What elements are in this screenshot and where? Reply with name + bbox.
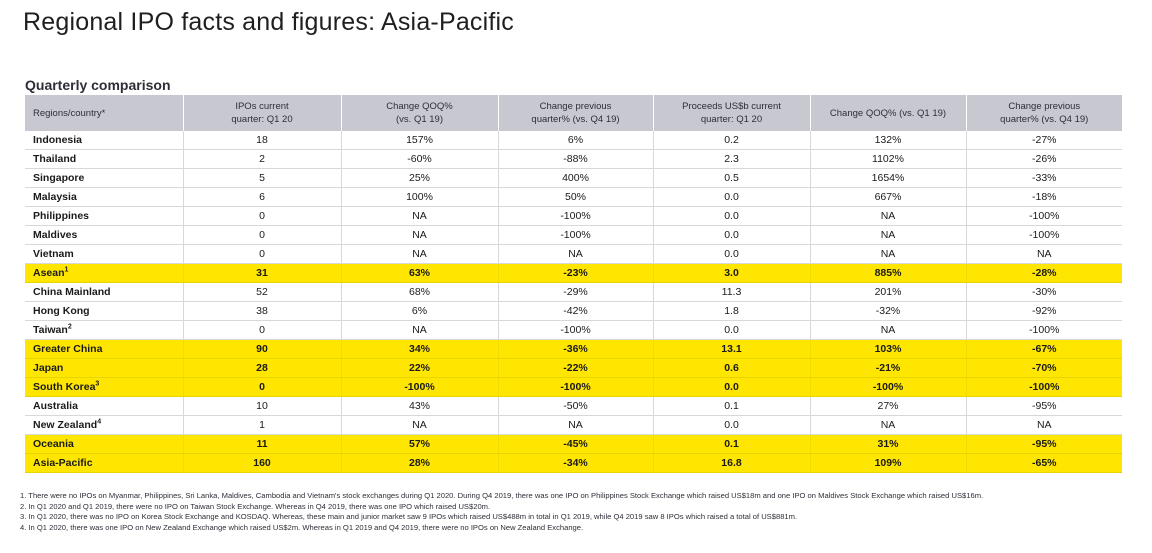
proceeds-cell: 3.0	[653, 264, 810, 283]
region-cell	[25, 188, 183, 207]
proceeds-cell: 1.8	[653, 302, 810, 321]
region-cell	[25, 302, 183, 321]
proceeds-cell: 13.1	[653, 340, 810, 359]
region-cell	[25, 340, 183, 359]
proceeds-change-prev-cell: -33%	[966, 169, 1122, 188]
ipos-cell: 2	[183, 150, 341, 169]
ipos-cell: 0	[183, 207, 341, 226]
ipos-cell: 11	[183, 435, 341, 454]
change-prev-cell: -42%	[498, 302, 653, 321]
table-row	[25, 378, 1122, 397]
region-label: Thailand	[33, 153, 77, 165]
region-label: Japan	[33, 362, 64, 374]
ipos-cell: 1	[183, 416, 341, 435]
region-label: Singapore	[33, 172, 85, 184]
table-row	[25, 150, 1122, 169]
proceeds-change-qoq-cell: 103%	[810, 340, 966, 359]
proceeds-change-prev-cell: -92%	[966, 302, 1122, 321]
change-qoq-cell: 157%	[341, 131, 498, 150]
footnote-marker: 2	[67, 323, 72, 331]
header-ipos-line1: IPOs current	[235, 101, 289, 112]
change-qoq-cell: 63%	[341, 264, 498, 283]
change-prev-cell: -100%	[498, 321, 653, 340]
proceeds-cell: 16.8	[653, 454, 810, 473]
region-label: Hong Kong	[33, 305, 90, 317]
table-row	[25, 302, 1122, 321]
table-body	[25, 131, 1122, 473]
proceeds-change-qoq-cell: -100%	[810, 378, 966, 397]
change-prev-cell: 50%	[498, 188, 653, 207]
change-prev-cell: -100%	[498, 207, 653, 226]
change-prev-cell: -34%	[498, 454, 653, 473]
proceeds-cell: 0.1	[653, 397, 810, 416]
change-qoq-cell: 68%	[341, 283, 498, 302]
change-qoq-cell: 43%	[341, 397, 498, 416]
region-cell	[25, 264, 183, 283]
proceeds-cell: 0.0	[653, 245, 810, 264]
table-row	[25, 226, 1122, 245]
proceeds-change-prev-cell: -30%	[966, 283, 1122, 302]
footnote-3: 3. In Q1 2020, there was no IPO on Korea Stock Exchange and KOSDAQ. Whereas, these main and junior market saw 9 IPOs which raised US$488m in total in Q1 2019, while Q4 2019 saw 8 IPOs which raised a total of US$881m.	[20, 512, 798, 521]
proceeds-change-prev-cell: -70%	[966, 359, 1122, 378]
proceeds-change-qoq-cell: 31%	[810, 435, 966, 454]
proceeds-change-prev-cell: -26%	[966, 150, 1122, 169]
region-cell	[25, 131, 183, 150]
change-qoq-cell: NA	[341, 207, 498, 226]
ipos-cell: 38	[183, 302, 341, 321]
footnote-marker: 1	[64, 266, 69, 274]
table-row	[25, 169, 1122, 188]
change-qoq-cell: NA	[341, 416, 498, 435]
header-change-prev-line2: quarter% (vs. Q4 19)	[531, 114, 620, 125]
change-prev-cell: NA	[498, 416, 653, 435]
change-prev-cell: -100%	[498, 378, 653, 397]
proceeds-change-prev-cell: -65%	[966, 454, 1122, 473]
header-proceeds-change-qoq-line1: Change QOQ% (vs. Q1 19)	[829, 107, 947, 119]
proceeds-change-prev-cell: NA	[966, 416, 1122, 435]
region-label: Malaysia	[33, 191, 77, 203]
ipos-cell: 31	[183, 264, 341, 283]
proceeds-change-prev-cell: -18%	[966, 188, 1122, 207]
change-qoq-cell: 25%	[341, 169, 498, 188]
proceeds-cell: 0.0	[653, 226, 810, 245]
table-row	[25, 321, 1122, 340]
header-change-qoq-line1: Change QOQ%	[386, 101, 453, 112]
region-label: Taiwan	[33, 324, 68, 336]
region-label: China Mainland	[33, 286, 111, 298]
region-label: New Zealand	[33, 419, 98, 431]
proceeds-cell: 11.3	[653, 283, 810, 302]
ipos-cell: 0	[183, 226, 341, 245]
header-proceeds-line2: quarter: Q1 20	[700, 114, 763, 125]
proceeds-change-prev-cell: -100%	[966, 378, 1122, 397]
header-ipos	[183, 95, 341, 131]
change-prev-cell: -22%	[498, 359, 653, 378]
region-cell	[25, 226, 183, 245]
footnote-4: 4. In Q1 2020, there was one IPO on New Zealand Exchange which raised US$2m. Whereas in Q1 2019 and Q4 2019, there were no IPOs on New Zealand Exchange.	[20, 522, 584, 532]
change-prev-cell: -88%	[498, 150, 653, 169]
change-prev-cell: -100%	[498, 226, 653, 245]
region-label: Oceania	[33, 438, 74, 450]
footnote-1: 1. There were no IPOs on Myanmar, Philippines, Sri Lanka, Maldives, Cambodia and Vietnam's stock exchanges during Q1 2020. During Q4 2019, there was one IPO on Philippines Stock Exchange which raised US$18m and one IPO on Maldives Stock Exchange which raised US$16m.	[20, 491, 984, 500]
change-prev-cell: -23%	[498, 264, 653, 283]
proceeds-change-prev-cell: -100%	[966, 321, 1122, 340]
header-change-qoq	[341, 95, 498, 131]
table-row	[25, 207, 1122, 226]
change-qoq-cell: NA	[341, 245, 498, 264]
change-qoq-cell: NA	[341, 321, 498, 340]
proceeds-cell: 0.2	[653, 131, 810, 150]
change-qoq-cell: 28%	[341, 454, 498, 473]
proceeds-change-prev-cell: -100%	[966, 207, 1122, 226]
change-prev-cell: -45%	[498, 435, 653, 454]
header-change-prev-line1: Change previous	[539, 101, 612, 112]
table-row	[25, 416, 1122, 435]
table-row	[25, 245, 1122, 264]
footnote-marker: 3	[95, 380, 100, 388]
ipos-cell: 90	[183, 340, 341, 359]
header-region-line1: Regions/country*	[33, 107, 106, 119]
region-cell	[25, 378, 183, 397]
change-qoq-cell: -100%	[341, 378, 498, 397]
table-row	[25, 397, 1122, 416]
header-region	[25, 95, 183, 131]
table-row	[25, 131, 1122, 150]
region-cell	[25, 454, 183, 473]
change-qoq-cell: 22%	[341, 359, 498, 378]
ipos-cell: 0	[183, 321, 341, 340]
section-title: Quarterly comparison	[25, 77, 171, 93]
header-proceeds-change-prev-line2: quarter% (vs. Q4 19)	[1000, 114, 1089, 125]
proceeds-change-prev-cell: -95%	[966, 435, 1122, 454]
ipos-cell: 0	[183, 378, 341, 397]
region-label: Greater China	[33, 343, 103, 355]
region-cell	[25, 245, 183, 264]
proceeds-change-prev-cell: -100%	[966, 226, 1122, 245]
proceeds-change-qoq-cell: NA	[810, 207, 966, 226]
region-label: Vietnam	[33, 248, 74, 260]
header-change-qoq-line2: (vs. Q1 19)	[396, 114, 443, 125]
footnote-2: 2. In Q1 2020 and Q1 2019, there were no IPO on Taiwan Stock Exchange. Whereas in Q4 2019, there was one IPO which raised US$20m.	[20, 501, 491, 511]
proceeds-change-prev-cell: -27%	[966, 131, 1122, 150]
proceeds-change-prev-cell: NA	[966, 245, 1122, 264]
ipos-cell: 6	[183, 188, 341, 207]
region-label: South Korea	[33, 381, 96, 393]
header-ipos-line2: quarter: Q1 20	[231, 114, 293, 125]
header-proceeds	[653, 95, 810, 131]
table-row	[25, 283, 1122, 302]
proceeds-change-qoq-cell: 132%	[810, 131, 966, 150]
region-label: Australia	[33, 400, 78, 412]
header-proceeds-line1: Proceeds US$b current	[682, 101, 781, 112]
proceeds-cell: 0.5	[653, 169, 810, 188]
change-qoq-cell: 34%	[341, 340, 498, 359]
page-title: Regional IPO facts and figures: Asia-Pacific	[23, 8, 514, 36]
proceeds-change-qoq-cell: -32%	[810, 302, 966, 321]
region-cell	[25, 359, 183, 378]
region-cell	[25, 207, 183, 226]
proceeds-change-qoq-cell: 201%	[810, 283, 966, 302]
proceeds-change-qoq-cell: 27%	[810, 397, 966, 416]
proceeds-change-qoq-cell: 1102%	[810, 150, 966, 169]
proceeds-change-qoq-cell: NA	[810, 416, 966, 435]
change-qoq-cell: 100%	[341, 188, 498, 207]
table-row	[25, 340, 1122, 359]
change-qoq-cell: NA	[341, 226, 498, 245]
header-proceeds-change-qoq	[810, 95, 966, 131]
region-label: Philippines	[33, 210, 90, 222]
table-row	[25, 435, 1122, 454]
region-cell	[25, 169, 183, 188]
ipos-cell: 18	[183, 131, 341, 150]
table-header-row	[25, 95, 1122, 131]
change-prev-cell: -50%	[498, 397, 653, 416]
change-prev-cell: -29%	[498, 283, 653, 302]
ipos-cell: 52	[183, 283, 341, 302]
ipos-cell: 0	[183, 245, 341, 264]
footnotes	[20, 491, 1140, 533]
change-qoq-cell: -60%	[341, 150, 498, 169]
region-cell	[25, 150, 183, 169]
change-prev-cell: 6%	[498, 131, 653, 150]
footnote-marker: 4	[97, 418, 102, 426]
header-proceeds-change-prev	[966, 95, 1122, 131]
proceeds-change-qoq-cell: 1654%	[810, 169, 966, 188]
header-change-prev	[498, 95, 653, 131]
region-label: Indonesia	[33, 134, 83, 146]
region-cell	[25, 321, 183, 340]
proceeds-change-qoq-cell: -21%	[810, 359, 966, 378]
region-label: Asia-Pacific	[33, 457, 93, 469]
region-label: Asean	[33, 267, 65, 279]
ipos-cell: 28	[183, 359, 341, 378]
region-cell	[25, 416, 183, 435]
quarterly-comparison-table	[25, 95, 1122, 473]
proceeds-change-qoq-cell: 667%	[810, 188, 966, 207]
table-row	[25, 454, 1122, 473]
proceeds-change-qoq-cell: NA	[810, 321, 966, 340]
ipos-cell: 160	[183, 454, 341, 473]
proceeds-cell: 0.0	[653, 416, 810, 435]
region-cell	[25, 435, 183, 454]
change-qoq-cell: 57%	[341, 435, 498, 454]
change-prev-cell: 400%	[498, 169, 653, 188]
proceeds-change-prev-cell: -28%	[966, 264, 1122, 283]
proceeds-change-prev-cell: -95%	[966, 397, 1122, 416]
proceeds-cell: 0.0	[653, 321, 810, 340]
table-row	[25, 359, 1122, 378]
proceeds-change-qoq-cell: 109%	[810, 454, 966, 473]
proceeds-cell: 0.0	[653, 207, 810, 226]
change-prev-cell: -36%	[498, 340, 653, 359]
proceeds-change-qoq-cell: NA	[810, 245, 966, 264]
proceeds-cell: 0.0	[653, 378, 810, 397]
proceeds-cell: 2.3	[653, 150, 810, 169]
proceeds-cell: 0.0	[653, 188, 810, 207]
change-prev-cell: NA	[498, 245, 653, 264]
table-row	[25, 188, 1122, 207]
proceeds-change-prev-cell: -67%	[966, 340, 1122, 359]
proceeds-cell: 0.1	[653, 435, 810, 454]
region-cell	[25, 283, 183, 302]
proceeds-change-qoq-cell: NA	[810, 226, 966, 245]
header-proceeds-change-prev-line1: Change previous	[1008, 101, 1081, 112]
region-label: Maldives	[33, 229, 78, 241]
change-qoq-cell: 6%	[341, 302, 498, 321]
proceeds-cell: 0.6	[653, 359, 810, 378]
region-cell	[25, 397, 183, 416]
table-row	[25, 264, 1122, 283]
proceeds-change-qoq-cell: 885%	[810, 264, 966, 283]
ipos-cell: 5	[183, 169, 341, 188]
ipos-cell: 10	[183, 397, 341, 416]
